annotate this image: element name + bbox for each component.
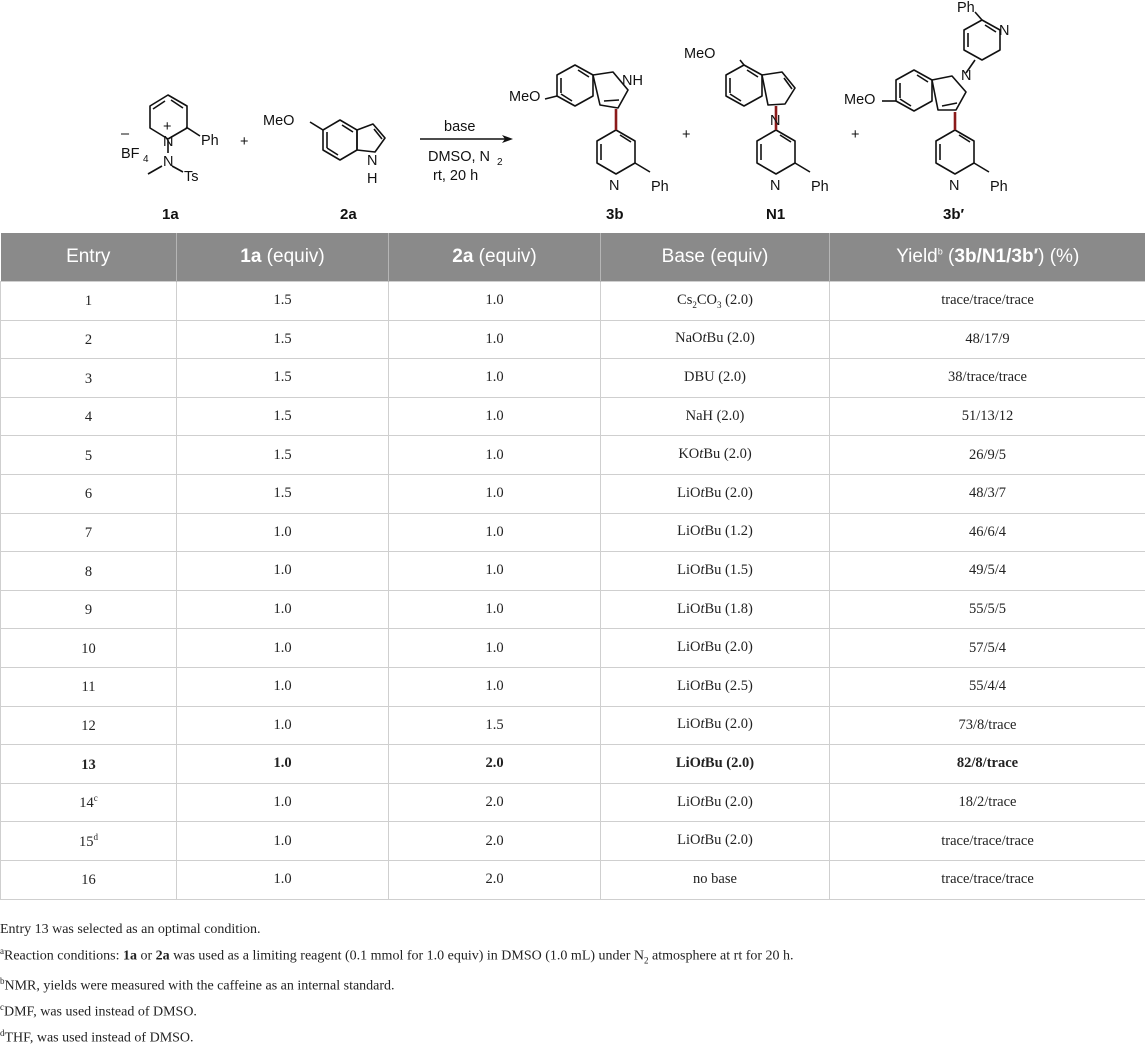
cell-yield: 48/3/7 [830,474,1145,513]
cell-2a-equiv: 1.0 [389,552,601,591]
cell-base: LiOtBu (1.2) [601,513,830,552]
cell-base: LiOtBu (2.0) [601,474,830,513]
cell-yield: trace/trace/trace [830,860,1145,899]
cell-entry: 11 [1,667,177,706]
cell-base: LiOtBu (1.8) [601,590,830,629]
cell-entry: 6 [1,474,177,513]
cell-yield: 51/13/12 [830,397,1145,436]
cell-yield: 48/17/9 [830,320,1145,359]
label-ph: Ph [651,179,669,195]
label-bf4-sub: 4 [143,154,149,165]
cell-2a-equiv: 1.0 [389,474,601,513]
cell-base: DBU (2.0) [601,359,830,398]
cell-yield: trace/trace/trace [830,822,1145,861]
compound-label-3b-prime: 3b′ [943,206,965,223]
table-row [1,667,1145,706]
label-ph: Ph [201,133,219,149]
cell-yield: 82/8/trace [830,745,1145,784]
table-row [1,513,1145,552]
cell-2a-equiv: 1.0 [389,667,601,706]
cell-1a-equiv: 1.5 [177,320,389,359]
optimization-table [0,233,1145,900]
cell-1a-equiv: 1.0 [177,552,389,591]
cell-2a-equiv: 1.0 [389,320,601,359]
label-nh: NH [622,73,643,89]
compound-label-n1: N1 [766,206,785,223]
cell-2a-equiv: 1.0 [389,282,601,321]
plus-sign: + [240,134,248,150]
cell-1a-equiv: 1.0 [177,783,389,822]
footnote-main: Entry 13 was selected as an optimal condition. [0,920,1145,941]
cell-base: LiOtBu (2.0) [601,822,830,861]
cell-1a-equiv: 1.5 [177,282,389,321]
cell-entry: 5 [1,436,177,475]
cell-base: LiOtBu (2.0) [601,745,830,784]
cell-base: KOtBu (2.0) [601,436,830,475]
cell-2a-equiv: 2.0 [389,783,601,822]
cell-entry: 14$^c$ [1,783,177,822]
condition-solvent: DMSO, N [428,149,490,165]
cell-1a-equiv: 1.5 [177,474,389,513]
table-row [1,590,1145,629]
compound-label-1a: 1a [162,206,179,223]
label-n-ring: N [163,134,173,150]
table-row [1,282,1145,321]
table-header-row [1,233,1145,282]
compound-label-2a: 2a [340,206,357,223]
cell-base: NaOtBu (2.0) [601,320,830,359]
condition-solvent-sub: 2 [497,157,503,168]
cell-entry: 16 [1,860,177,899]
cell-1a-equiv: 1.0 [177,706,389,745]
cell-entry: 10 [1,629,177,668]
cell-1a-equiv: 1.0 [177,860,389,899]
cell-entry: 4 [1,397,177,436]
cell-2a-equiv: 1.0 [389,590,601,629]
table-row [1,320,1145,359]
compound-label-3b: 3b [606,206,624,223]
cell-yield: 26/9/5 [830,436,1145,475]
cell-2a-equiv: 1.0 [389,629,601,668]
cell-1a-equiv: 1.0 [177,513,389,552]
cell-entry: 9 [1,590,177,629]
cell-yield: 73/8/trace [830,706,1145,745]
footnote-b: $^b$NMR, yields were measured with the caffeine as an internal standard. [0,971,1145,997]
cell-yield: 55/4/4 [830,667,1145,706]
cell-1a-equiv: 1.5 [177,436,389,475]
cell-entry: 7 [1,513,177,552]
cell-2a-equiv: 2.0 [389,745,601,784]
table-row [1,745,1145,784]
cell-entry: 8 [1,552,177,591]
label-meo: MeO [263,113,294,129]
condition-temp-time: rt, 20 h [433,168,478,184]
cell-base: LiOtBu (1.5) [601,552,830,591]
table-row [1,629,1145,668]
table-row [1,860,1145,899]
label-meo: MeO [684,46,715,62]
table-row [1,552,1145,591]
footnote-c: $^c$DMF, was used instead of DMSO. [0,997,1145,1023]
label-meo: MeO [509,89,540,105]
cell-entry: 1 [1,282,177,321]
label-n-indole: N [770,113,780,129]
cell-1a-equiv: 1.0 [177,822,389,861]
cell-2a-equiv: 1.0 [389,436,601,475]
label-plus: + [163,119,171,135]
plus-sign: + [851,127,859,143]
header-yield: Yield$^b$ (3b/N1/3b′) (%) [830,233,1145,282]
cell-yield: 55/5/5 [830,590,1145,629]
cell-1a-equiv: 1.0 [177,590,389,629]
cell-base: LiOtBu (2.0) [601,706,830,745]
label-n-top: N [999,23,1009,39]
footnote-a: $^a$Reaction conditions: 1a or 2a was used as a limiting reagent (0.1 mmol for 1.0 equiv) in DMSO (1.0 mL) under $N_2$ atmosphere at rt for 20 h. [0,941,1145,971]
cell-base: LiOtBu (2.0) [601,783,830,822]
cell-1a-equiv: 1.0 [177,745,389,784]
label-h: H [367,171,377,187]
cell-entry: 13 [1,745,177,784]
cell-base: LiOtBu (2.5) [601,667,830,706]
cell-1a-equiv: 1.5 [177,397,389,436]
cell-base: NaH (2.0) [601,397,830,436]
header-base: Base (equiv) [601,233,830,282]
cell-2a-equiv: 1.0 [389,397,601,436]
cell-2a-equiv: 2.0 [389,860,601,899]
label-bf4: BF [121,146,140,162]
label-ph: Ph [811,179,829,195]
cell-2a-equiv: 1.0 [389,513,601,552]
label-n: N [949,178,959,194]
cell-2a-equiv: 2.0 [389,822,601,861]
table-row [1,706,1145,745]
label-minus: – [121,126,130,142]
header-entry: Entry [1,233,177,282]
cell-entry: 15$^d$ [1,822,177,861]
cell-entry: 12 [1,706,177,745]
footnote-d: $^d$THF, was used instead of DMSO. [0,1023,1145,1049]
cell-yield: 46/6/4 [830,513,1145,552]
cell-1a-equiv: 1.0 [177,629,389,668]
cell-1a-equiv: 1.5 [177,359,389,398]
cell-yield: 49/5/4 [830,552,1145,591]
cell-yield: 18/2/trace [830,783,1145,822]
table-footnotes [0,920,1145,1049]
cell-base: $Cs_2CO_3$ (2.0) [601,282,830,321]
cell-2a-equiv: 1.5 [389,706,601,745]
table-row [1,474,1145,513]
cell-entry: 2 [1,320,177,359]
table-row [1,822,1145,861]
cell-1a-equiv: 1.0 [177,667,389,706]
cell-2a-equiv: 1.0 [389,359,601,398]
label-n-amine: N [163,154,173,170]
cell-base: LiOtBu (2.0) [601,629,830,668]
reaction-scheme [0,0,1145,232]
header-2a-equiv: 2a (equiv) [389,233,601,282]
label-meo: MeO [844,92,875,108]
cell-entry: 3 [1,359,177,398]
label-n: N [609,178,619,194]
label-ts: Ts [184,169,199,185]
table-row [1,436,1145,475]
label-n: N [770,178,780,194]
label-ph: Ph [990,179,1008,195]
plus-sign: + [682,127,690,143]
cell-yield: 38/trace/trace [830,359,1145,398]
label-n-indole: N [961,68,971,84]
cell-base: no base [601,860,830,899]
label-ph-top: Ph [957,0,975,16]
table-row [1,359,1145,398]
label-n: N [367,153,377,169]
header-1a-equiv: 1a (equiv) [177,233,389,282]
table-row [1,397,1145,436]
cell-yield: trace/trace/trace [830,282,1145,321]
table-row [1,783,1145,822]
condition-base: base [444,119,475,135]
cell-yield: 57/5/4 [830,629,1145,668]
